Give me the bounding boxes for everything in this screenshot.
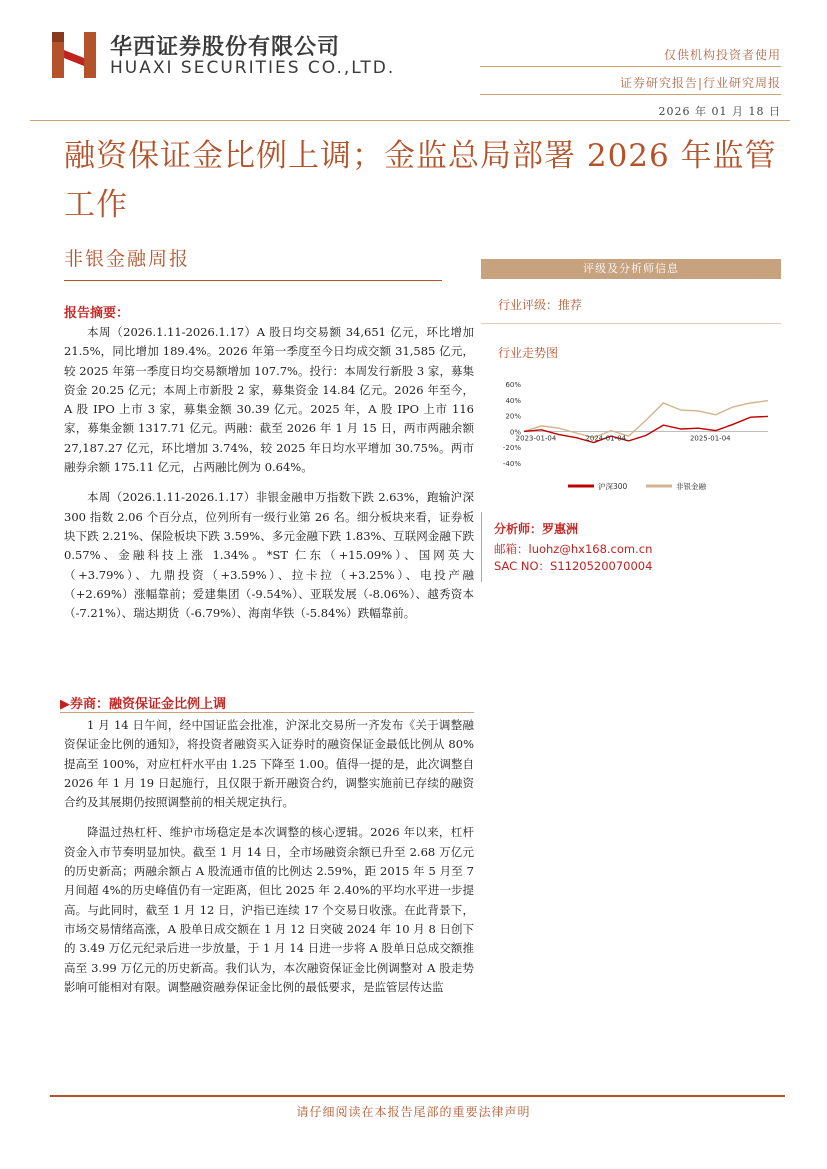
analyst-email[interactable]: 邮箱：luohz@hx168.com.cn	[494, 542, 653, 556]
rating-box-title: 评级及分析师信息	[481, 259, 781, 279]
y-tick-label: 60%	[505, 381, 521, 389]
summary-paragraph: 本周（2026.1.11-2026.1.17）非银金融申万指数下跌 2.63%，跑输沪深 300 指数 2.06 个百分点，位列所有一级行业第 26 名。细分板块来看，证券板块下跌 2.21%、保险板块下跌 3.59%、多元金融下跌 1.83%、互联网金融下跌 0.57%、金融科技上涨 1.34%。*ST 仁东（+15.09%）、国网英大（+3.79%）、九鼎投资（+3.59%）、拉卡拉（+3.25%）、电投产融（+2.69%）涨幅靠前；爱建集团（-9.54%）、亚联发展（-8.06%）、越秀资本（-7.21%）、瑞达期货（-6.79%）、海南华铁（-5.84%）跌幅靠前。	[64, 490, 474, 621]
legal-notice: 请仔细阅读在本报告尾部的重要法律声明	[296, 1105, 531, 1119]
y-tick-label: 20%	[505, 412, 521, 421]
section-paragraph: 1 月 14 日午间，经中国证监会批准，沪深北交易所一齐发布《关于调整融资保证金比例的通知》，将投资者融资买入证券时的融资保证金最低比例从 80%提高至 100%，对应杠杆水平由 1.25 下降至 1.00。值得一提的是，此次调整自 2026 年 1 月 19 日起施行，且仅限于新开融资合约，调整实施前已存续的融资合约及其展期仍按照调整前的相关规定执行。	[64, 718, 474, 810]
report-title: 融资保证金比例上调；金监总局部署 2026 年监管工作	[64, 138, 777, 223]
legend-label: 非银金融	[676, 482, 706, 491]
legend-label: 沪深300	[598, 482, 628, 491]
section-paragraph: 降温过热杠杆、维护市场稳定是本次调整的核心逻辑。2026 年以来，杠杆资金入市节奏明显加快。截至 1 月 14 日，全市场融资余额已升至 2.68 万亿元的历史新高；两融余额占 A 股流通市值的比例达 2.59%，距 2015 年 5 月至 7 月间超 4%的历史峰值仍有一定距离，但比 2025 年 2.40%的平均水平进一步提高。与此同时，截至 1 月 12 日，沪指已连续 17 个交易日收涨。在此背景下，市场交易情绪高涨，A 股单日成交额在 1 月 12 日突破 2024 年 10 月 8 日创下的 3.49 万亿元纪录后进一步放量，于 1 月 14 日进一步将 A 股单日总成交额推高至 3.99 万亿元的历史新高。我们认为，本次融资保证金比例调整对 A 股走势影响可能相对有限。调整融资融券保证金比例的最低要求，是监管层传达监	[64, 825, 474, 994]
section-divider	[60, 712, 474, 713]
rating-divider	[481, 323, 781, 324]
company-name-cn: 华西证券股份有限公司	[110, 35, 341, 60]
huaxi-logo-icon	[50, 28, 98, 80]
analyst-accent-line	[481, 512, 482, 582]
company-name-en: HUAXI SECURITIES CO.,LTD.	[110, 58, 396, 78]
y-tick-label: 40%	[505, 396, 521, 405]
summary-paragraph: 本周（2026.1.11-2026.1.17）A 股日均交易额 34,651 亿元，环比增加 21.5%，同比增加 189.4%。2026 年第一季度至今日均成交额 31,585 亿元，较 2025 年第一季度日均交易额增加 107.7%。投行：本周发行新股 3 家，募集资金 20.25 亿元；本周上市新股 2 家，募集资金 14.84 亿元。2026 年至今，A 股 IPO 上市 3 家，募集金额 30.39 亿元。2025 年，A 股 IPO 上市 116 家，募集金额 1317.71 亿元。两融：截至 2026 年 1 月 15 日，两市两融余额 27,187.27 亿元，环比增加 3.74%，较 2025 年日均水平增加 30.75%。两市融券余额 175.11 亿元，占两融比例为 0.64%。	[64, 325, 474, 475]
section-body	[64, 716, 474, 997]
header-divider	[480, 66, 781, 67]
x-tick-label: 2025-01-04	[689, 434, 731, 443]
industry-trend-chart	[500, 376, 775, 496]
section-heading: ▶券商：融资保证金比例上调	[60, 697, 226, 712]
y-tick-label: -40%	[502, 460, 521, 468]
series-line	[524, 401, 768, 438]
industry-rating: 行业评级：推荐	[498, 298, 583, 312]
report-subtitle: 非银金融周报	[64, 248, 191, 270]
trend-chart-label: 行业走势图	[498, 346, 559, 360]
summary-heading: 报告摘要：	[64, 306, 130, 321]
analyst-sac-no: SAC NO：S1120520070004	[494, 559, 653, 573]
report-type: 证券研究报告|行业研究周报	[619, 76, 781, 90]
report-date: 2026 年 01 月 18 日	[658, 105, 781, 118]
y-tick-label: 0%	[509, 428, 521, 437]
summary-body	[64, 323, 474, 623]
header-divider	[480, 94, 781, 95]
subtitle-underline	[64, 280, 442, 281]
footer-divider	[50, 1095, 785, 1097]
restriction-note: 仅供机构投资者使用	[663, 48, 781, 62]
analyst-name: 分析师：罗惠洲	[494, 522, 579, 536]
y-tick-label: -20%	[502, 444, 521, 453]
date-divider	[30, 120, 790, 121]
x-tick-label: 2024-01-04	[585, 434, 627, 443]
x-tick-label: 2023-01-04	[515, 434, 557, 443]
